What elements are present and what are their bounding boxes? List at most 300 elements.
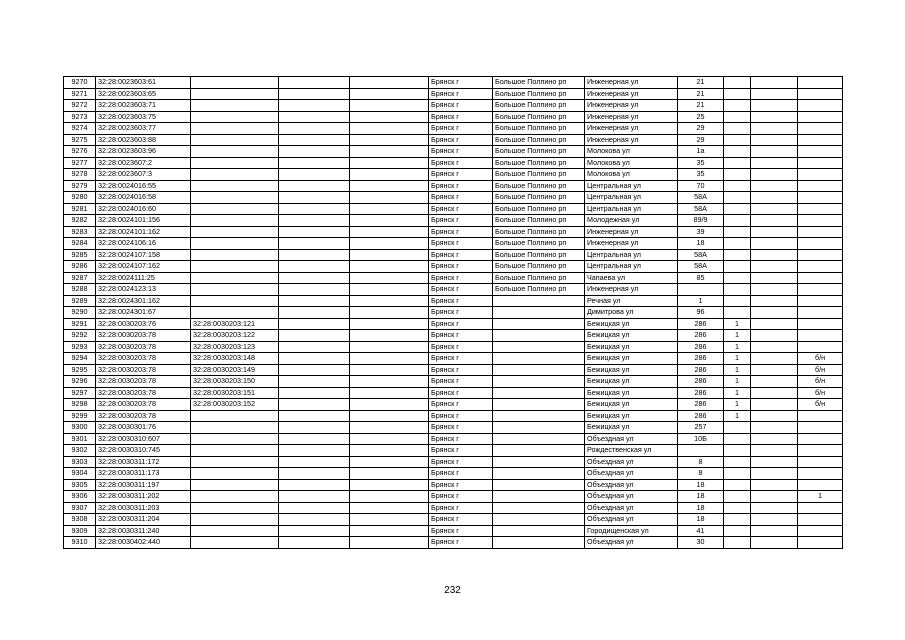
table-cell — [279, 399, 350, 411]
table-cell — [279, 353, 350, 365]
table-cell — [798, 157, 843, 169]
table-cell: Брянск г — [429, 445, 493, 457]
table-row — [64, 134, 843, 146]
table-cell — [279, 272, 350, 284]
table-cell: Брянск г — [429, 410, 493, 422]
table-cell: Молокова ул — [585, 169, 678, 181]
table-cell — [350, 123, 429, 135]
table-cell — [279, 192, 350, 204]
table-row — [64, 433, 843, 445]
table-cell — [751, 295, 798, 307]
table-cell: Большое Полпино рп — [493, 203, 585, 215]
table-cell: 1 — [724, 341, 751, 353]
table-cell: 32:28:0030402:440 — [96, 537, 191, 549]
table-cell: 257 — [678, 422, 724, 434]
table-cell: Брянск г — [429, 249, 493, 261]
table-row — [64, 249, 843, 261]
table-cell: 32:28:0024016:60 — [96, 203, 191, 215]
table-cell — [798, 295, 843, 307]
table-cell: б/н — [798, 399, 843, 411]
table-cell: Бежицкая ул — [585, 353, 678, 365]
table-cell — [493, 433, 585, 445]
table-cell — [798, 180, 843, 192]
table-cell: 286 — [678, 387, 724, 399]
table-cell — [724, 525, 751, 537]
table-cell — [350, 284, 429, 296]
table-cell — [493, 514, 585, 526]
table-cell — [350, 169, 429, 181]
table-row — [64, 514, 843, 526]
table-cell: 10Б — [678, 433, 724, 445]
table-cell: 32:28:0030203:122 — [191, 330, 279, 342]
table-row — [64, 169, 843, 181]
table-cell — [724, 261, 751, 273]
table-cell — [191, 157, 279, 169]
table-cell: 25 — [678, 111, 724, 123]
table-cell: Брянск г — [429, 525, 493, 537]
table-cell — [191, 284, 279, 296]
table-row — [64, 537, 843, 549]
table-cell: 70 — [678, 180, 724, 192]
table-cell: Бежицкая ул — [585, 422, 678, 434]
table-cell: Брянск г — [429, 146, 493, 158]
table-cell: Брянск г — [429, 123, 493, 135]
table-cell: Молокова ул — [585, 146, 678, 158]
table-cell: б/н — [798, 376, 843, 388]
table-cell: Большое Полпино рп — [493, 284, 585, 296]
table-cell: Большое Полпино рп — [493, 111, 585, 123]
table-cell — [724, 169, 751, 181]
table-cell: Объездная ул — [585, 468, 678, 480]
table-cell: 9303 — [64, 456, 96, 468]
table-cell — [279, 502, 350, 514]
table-row — [64, 111, 843, 123]
table-cell — [191, 502, 279, 514]
table-cell — [279, 134, 350, 146]
table-cell: 9284 — [64, 238, 96, 250]
table-cell — [798, 514, 843, 526]
table-cell: Брянск г — [429, 364, 493, 376]
table-cell — [350, 261, 429, 273]
table-row — [64, 215, 843, 227]
table-cell — [724, 284, 751, 296]
table-cell: 32:28:0030203:151 — [191, 387, 279, 399]
table-cell — [279, 238, 350, 250]
table-cell — [724, 215, 751, 227]
table-cell — [191, 169, 279, 181]
table-cell: 32:28:0024107:158 — [96, 249, 191, 261]
table-cell: Брянск г — [429, 537, 493, 549]
table-cell: 9277 — [64, 157, 96, 169]
table-cell — [751, 169, 798, 181]
table-cell — [724, 479, 751, 491]
table-cell: 9307 — [64, 502, 96, 514]
table-cell: 1 — [798, 491, 843, 503]
table-cell — [798, 537, 843, 549]
table-cell: 29 — [678, 134, 724, 146]
table-cell: 9274 — [64, 123, 96, 135]
table-cell: 32:28:0024101:162 — [96, 226, 191, 238]
table-cell — [350, 445, 429, 457]
table-cell — [798, 502, 843, 514]
table-row — [64, 77, 843, 89]
table-cell — [279, 215, 350, 227]
table-cell: Брянск г — [429, 491, 493, 503]
table-cell: 9280 — [64, 192, 96, 204]
table-cell — [798, 433, 843, 445]
table-row — [64, 284, 843, 296]
table-cell: Инженерная ул — [585, 111, 678, 123]
table-cell: Большое Полпино рп — [493, 180, 585, 192]
table-row — [64, 387, 843, 399]
table-cell — [493, 399, 585, 411]
table-cell: Бежицкая ул — [585, 399, 678, 411]
table-cell — [191, 180, 279, 192]
table-row — [64, 479, 843, 491]
table-cell — [350, 525, 429, 537]
table-cell — [751, 422, 798, 434]
table-cell — [279, 318, 350, 330]
table-cell: 9306 — [64, 491, 96, 503]
table-cell — [798, 410, 843, 422]
table-cell — [724, 238, 751, 250]
table-cell — [724, 157, 751, 169]
table-cell — [279, 261, 350, 273]
table-cell: Бежицкая ул — [585, 318, 678, 330]
table-cell: Брянск г — [429, 479, 493, 491]
table-cell — [493, 364, 585, 376]
table-cell — [279, 456, 350, 468]
table-cell — [724, 249, 751, 261]
table-cell — [350, 364, 429, 376]
table-cell — [191, 88, 279, 100]
table-cell: 9273 — [64, 111, 96, 123]
table-cell — [678, 445, 724, 457]
table-cell — [751, 364, 798, 376]
table-cell — [751, 226, 798, 238]
table-cell — [493, 318, 585, 330]
table-cell — [751, 410, 798, 422]
table-cell — [751, 387, 798, 399]
table-cell — [751, 261, 798, 273]
table-cell: Брянск г — [429, 100, 493, 112]
table-cell — [798, 422, 843, 434]
table-cell — [279, 445, 350, 457]
table-cell — [751, 134, 798, 146]
table-cell — [724, 134, 751, 146]
table-cell: 32:28:0030203:123 — [191, 341, 279, 353]
table-cell — [724, 514, 751, 526]
table-cell: Брянск г — [429, 238, 493, 250]
table-cell: Инженерная ул — [585, 238, 678, 250]
table-cell: 286 — [678, 376, 724, 388]
table-cell — [191, 215, 279, 227]
table-cell — [279, 364, 350, 376]
table-cell — [493, 502, 585, 514]
table-cell: Бежицкая ул — [585, 364, 678, 376]
table-cell — [279, 376, 350, 388]
table-cell — [191, 410, 279, 422]
table-cell — [350, 226, 429, 238]
table-cell — [191, 226, 279, 238]
table-cell: 1 — [724, 387, 751, 399]
table-cell: Молокова ул — [585, 157, 678, 169]
table-cell — [493, 307, 585, 319]
table-cell: 9299 — [64, 410, 96, 422]
table-cell — [191, 238, 279, 250]
table-cell — [350, 479, 429, 491]
table-cell — [751, 445, 798, 457]
table-row — [64, 422, 843, 434]
table-cell: Бежицкая ул — [585, 330, 678, 342]
table-cell — [279, 226, 350, 238]
table-cell: Большое Полпино рп — [493, 100, 585, 112]
table-cell: 9291 — [64, 318, 96, 330]
table-cell — [191, 433, 279, 445]
table-cell — [350, 433, 429, 445]
table-cell — [751, 376, 798, 388]
table-cell: 286 — [678, 341, 724, 353]
table-cell: 8 — [678, 468, 724, 480]
table-cell — [751, 77, 798, 89]
table-cell: 32:28:0030310:607 — [96, 433, 191, 445]
table-cell — [751, 192, 798, 204]
table-cell: 9272 — [64, 100, 96, 112]
table-cell: 32:28:0030311:172 — [96, 456, 191, 468]
table-cell — [798, 226, 843, 238]
table-cell — [798, 261, 843, 273]
table-cell — [493, 341, 585, 353]
table-cell: 96 — [678, 307, 724, 319]
table-cell — [279, 180, 350, 192]
table-cell: 32:28:0030203:150 — [191, 376, 279, 388]
table-cell — [493, 353, 585, 365]
table-cell: 9281 — [64, 203, 96, 215]
table-cell — [279, 111, 350, 123]
table-cell — [493, 537, 585, 549]
table-cell — [798, 284, 843, 296]
table-cell: 9300 — [64, 422, 96, 434]
table-cell: Объездная ул — [585, 479, 678, 491]
table-cell — [350, 238, 429, 250]
table-cell — [279, 284, 350, 296]
table-cell: 58А — [678, 249, 724, 261]
table-cell — [798, 330, 843, 342]
table-cell: 21 — [678, 100, 724, 112]
table-cell: 30 — [678, 537, 724, 549]
table-cell — [279, 341, 350, 353]
table-cell: Большое Полпино рп — [493, 157, 585, 169]
table-cell: 1 — [678, 295, 724, 307]
table-cell — [751, 249, 798, 261]
table-cell: Большое Полпино рп — [493, 238, 585, 250]
table-cell: 32:28:0024106:16 — [96, 238, 191, 250]
table-cell — [798, 272, 843, 284]
table-cell — [191, 468, 279, 480]
table-cell: Брянск г — [429, 203, 493, 215]
table-cell: 9308 — [64, 514, 96, 526]
table-cell — [751, 468, 798, 480]
table-cell — [350, 157, 429, 169]
table-cell — [279, 514, 350, 526]
table-cell: 32:28:0030203:149 — [191, 364, 279, 376]
table-cell: Брянск г — [429, 341, 493, 353]
table-cell: Большое Полпино рп — [493, 134, 585, 146]
table-cell — [724, 537, 751, 549]
table-cell: Большое Полпино рп — [493, 88, 585, 100]
table-row — [64, 307, 843, 319]
table-cell — [279, 88, 350, 100]
table-cell: 18 — [678, 479, 724, 491]
table-cell: 9290 — [64, 307, 96, 319]
table-cell — [279, 330, 350, 342]
table-cell — [798, 146, 843, 158]
table-cell — [350, 295, 429, 307]
table-cell — [191, 203, 279, 215]
table-cell: Чапаева ул — [585, 272, 678, 284]
table-cell — [724, 445, 751, 457]
table-cell: 32:28:0030311:197 — [96, 479, 191, 491]
table-cell — [279, 249, 350, 261]
table-cell: 32:28:0030310:745 — [96, 445, 191, 457]
table-cell — [493, 410, 585, 422]
table-cell — [279, 77, 350, 89]
table-cell — [751, 456, 798, 468]
table-cell — [350, 341, 429, 353]
table-cell: 58А — [678, 192, 724, 204]
table-cell: Объездная ул — [585, 537, 678, 549]
table-cell — [191, 525, 279, 537]
table-cell: Бежицкая ул — [585, 410, 678, 422]
table-cell — [724, 192, 751, 204]
table-cell — [350, 330, 429, 342]
table-cell: 32:28:0030311:202 — [96, 491, 191, 503]
table-cell: б/н — [798, 353, 843, 365]
table-cell — [493, 491, 585, 503]
table-cell: 32:28:0030203:78 — [96, 387, 191, 399]
table-cell: 286 — [678, 410, 724, 422]
table-cell: Брянск г — [429, 295, 493, 307]
table-cell — [350, 318, 429, 330]
table-cell: Инженерная ул — [585, 77, 678, 89]
table-cell: 89/9 — [678, 215, 724, 227]
table-cell — [350, 100, 429, 112]
table-cell: 9288 — [64, 284, 96, 296]
table-cell: 286 — [678, 399, 724, 411]
table-cell: 286 — [678, 353, 724, 365]
table-cell: 32:28:0030311:204 — [96, 514, 191, 526]
table-row — [64, 272, 843, 284]
table-cell — [279, 422, 350, 434]
table-cell — [279, 295, 350, 307]
table-cell: Рождественская ул — [585, 445, 678, 457]
table-cell — [279, 387, 350, 399]
table-cell: Брянск г — [429, 226, 493, 238]
table-cell: 32:28:0030203:78 — [96, 364, 191, 376]
table-cell: 18 — [678, 238, 724, 250]
table-cell: Большое Полпино рп — [493, 77, 585, 89]
table-cell — [279, 433, 350, 445]
table-cell: 9296 — [64, 376, 96, 388]
table-cell: Инженерная ул — [585, 123, 678, 135]
table-cell — [751, 215, 798, 227]
table-cell — [751, 399, 798, 411]
table-cell — [279, 169, 350, 181]
table-cell: 8 — [678, 456, 724, 468]
table-row — [64, 261, 843, 273]
table-cell — [724, 226, 751, 238]
table-cell — [798, 307, 843, 319]
table-cell — [751, 88, 798, 100]
table-cell — [798, 456, 843, 468]
table-cell: 9286 — [64, 261, 96, 273]
table-cell — [798, 192, 843, 204]
table-cell: Брянск г — [429, 180, 493, 192]
table-row — [64, 364, 843, 376]
table-cell — [350, 456, 429, 468]
table-cell — [191, 272, 279, 284]
table-cell: 1 — [724, 330, 751, 342]
table-cell — [191, 261, 279, 273]
table-cell — [724, 307, 751, 319]
table-cell — [724, 180, 751, 192]
table-cell: Брянск г — [429, 399, 493, 411]
table-cell — [724, 456, 751, 468]
table-cell: 32:28:0030203:78 — [96, 410, 191, 422]
table-cell — [350, 491, 429, 503]
table-cell: Брянск г — [429, 261, 493, 273]
table-cell — [279, 537, 350, 549]
table-cell — [350, 192, 429, 204]
table-cell — [798, 88, 843, 100]
table-cell: Большое Полпино рп — [493, 146, 585, 158]
table-cell — [350, 410, 429, 422]
table-cell — [191, 491, 279, 503]
table-cell — [493, 479, 585, 491]
table-cell — [350, 387, 429, 399]
table-cell: Брянск г — [429, 514, 493, 526]
table-cell: 1 — [724, 318, 751, 330]
table-row — [64, 318, 843, 330]
table-cell: 85 — [678, 272, 724, 284]
registry-table — [63, 76, 843, 549]
table-cell — [493, 387, 585, 399]
table-row — [64, 238, 843, 250]
table-cell — [798, 203, 843, 215]
table-cell — [191, 295, 279, 307]
table-cell: 9302 — [64, 445, 96, 457]
table-cell: Большое Полпино рп — [493, 215, 585, 227]
table-cell: Городищенская ул — [585, 525, 678, 537]
table-cell: 32:28:0024016:55 — [96, 180, 191, 192]
table-cell — [279, 525, 350, 537]
table-cell — [751, 330, 798, 342]
table-cell: 32:28:0030203:148 — [191, 353, 279, 365]
table-cell — [724, 422, 751, 434]
table-cell — [751, 341, 798, 353]
table-cell: 35 — [678, 157, 724, 169]
table-cell: Большое Полпино рп — [493, 226, 585, 238]
table-cell: Бежицкая ул — [585, 341, 678, 353]
table-cell — [798, 77, 843, 89]
table-cell — [350, 203, 429, 215]
table-cell: Брянск г — [429, 353, 493, 365]
table-cell: 58А — [678, 203, 724, 215]
table-cell: 1а — [678, 146, 724, 158]
table-cell — [350, 88, 429, 100]
table-cell: Брянск г — [429, 192, 493, 204]
table-row — [64, 180, 843, 192]
